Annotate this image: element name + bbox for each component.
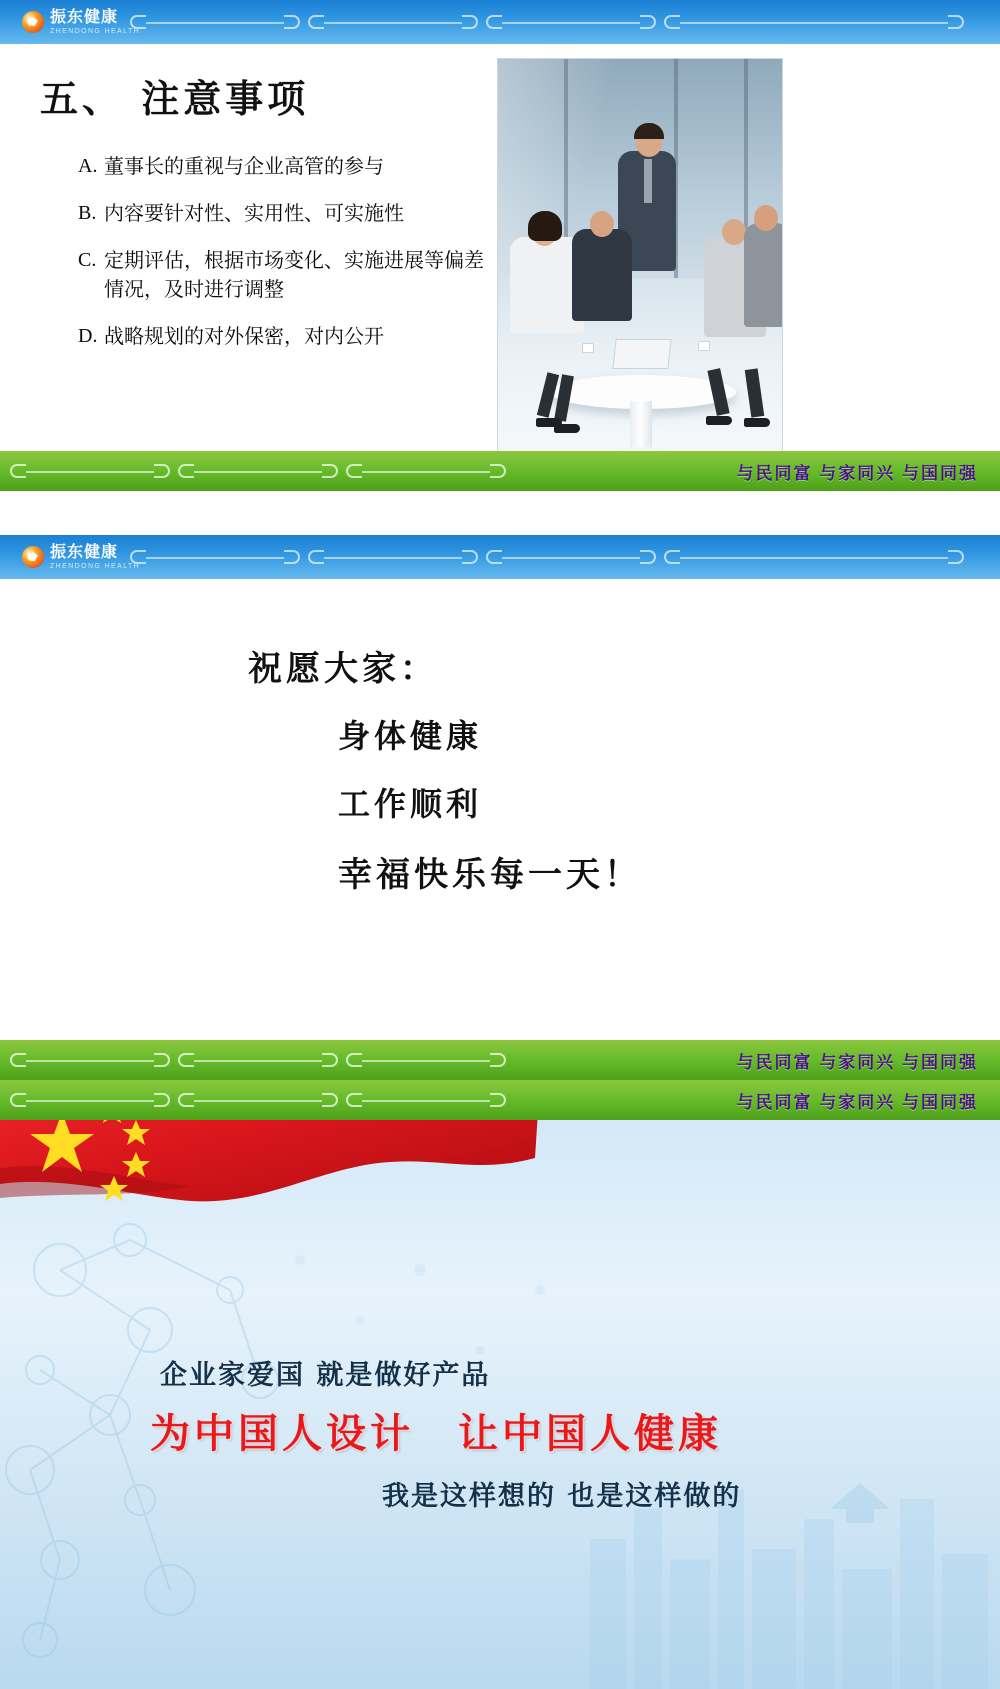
page-title: 五、 注意事项 <box>40 77 310 121</box>
ornament-flourish <box>130 548 300 566</box>
brand-logo <box>22 541 140 573</box>
list-item <box>78 152 498 181</box>
list-item <box>78 246 498 304</box>
slide-patriotic-statement <box>0 1080 1000 1689</box>
patriotic-line-3: 我是这样想的 也是这样做的 <box>382 1481 742 1512</box>
ornament-flourish <box>664 13 964 31</box>
ornament-flourish <box>130 13 300 31</box>
wish-line-happiness: 幸福快乐每一天！ <box>338 855 642 895</box>
ornament-flourish <box>178 1051 338 1069</box>
footer-ornament-group <box>10 1090 570 1110</box>
ornament-flourish <box>486 548 656 566</box>
company-slogan: 与民同富 与家同兴 与国同强 <box>736 464 978 483</box>
brand-logo <box>22 6 140 38</box>
ornament-flourish <box>308 13 478 31</box>
patriotic-headline: 为中国人设计 让中国人健康 <box>150 1411 722 1457</box>
header-ornament-group <box>130 547 980 567</box>
patriotic-line-1: 企业家爱国 就是做好产品 <box>160 1360 491 1391</box>
slide-footer-band <box>0 1040 1000 1080</box>
slide-footer-band <box>0 451 1000 491</box>
wish-line-health: 身体健康 <box>338 717 483 755</box>
list-item-marker: A. <box>78 155 98 177</box>
list-item <box>78 322 498 351</box>
list-item <box>78 199 498 228</box>
ornament-flourish <box>346 1091 506 1109</box>
list-item-label: 内容要针对性、实用性、可实施性 <box>104 201 404 225</box>
ornament-flourish <box>10 1091 170 1109</box>
slide-closing-wishes <box>0 535 1000 1080</box>
business-meeting-photo <box>497 58 783 474</box>
brand-name-cn: 振东健康 <box>50 543 119 561</box>
brand-logo-text <box>50 10 140 35</box>
zhendong-circle-logo-icon <box>22 546 44 568</box>
ornament-flourish <box>346 1051 506 1069</box>
list-item-marker: D. <box>78 325 98 347</box>
slide-precautions <box>0 0 1000 535</box>
ornament-flourish <box>664 548 964 566</box>
ornament-flourish <box>486 13 656 31</box>
company-slogan: 与民同富 与家同兴 与国同强 <box>736 1093 978 1112</box>
footer-ornament-group <box>10 461 570 481</box>
company-slogan: 与民同富 与家同兴 与国同强 <box>736 1053 978 1072</box>
footer-ornament-group <box>10 1050 570 1070</box>
slide-header-band <box>0 0 1000 44</box>
precaution-list <box>78 152 498 369</box>
header-ornament-group <box>130 12 980 32</box>
brand-logo-text <box>50 545 140 570</box>
ornament-flourish <box>178 462 338 480</box>
zhendong-circle-logo-icon <box>22 11 44 33</box>
ornament-flourish <box>308 548 478 566</box>
brand-name-en: ZHENDONG HEALTH <box>50 27 141 35</box>
ornament-flourish <box>10 462 170 480</box>
slide-footer-band <box>0 1080 1000 1120</box>
wish-line-greeting: 祝愿大家： <box>248 649 438 689</box>
list-item-label: 战略规划的对外保密，对内公开 <box>104 324 384 348</box>
wish-line-work: 工作顺利 <box>338 785 483 823</box>
ornament-flourish <box>178 1091 338 1109</box>
ornament-flourish <box>10 1051 170 1069</box>
list-item-marker: B. <box>78 202 97 224</box>
list-item-label: 定期评估，根据市场变化、实施进展等偏差情况，及时进行调整 <box>104 248 484 301</box>
slide-header-band <box>0 535 1000 579</box>
ornament-flourish <box>346 462 506 480</box>
brand-name-cn: 振东健康 <box>50 8 119 26</box>
list-item-label: 董事长的重视与企业高管的参与 <box>104 154 384 178</box>
brand-name-en: ZHENDONG HEALTH <box>50 562 141 570</box>
list-item-marker: C. <box>78 249 97 271</box>
